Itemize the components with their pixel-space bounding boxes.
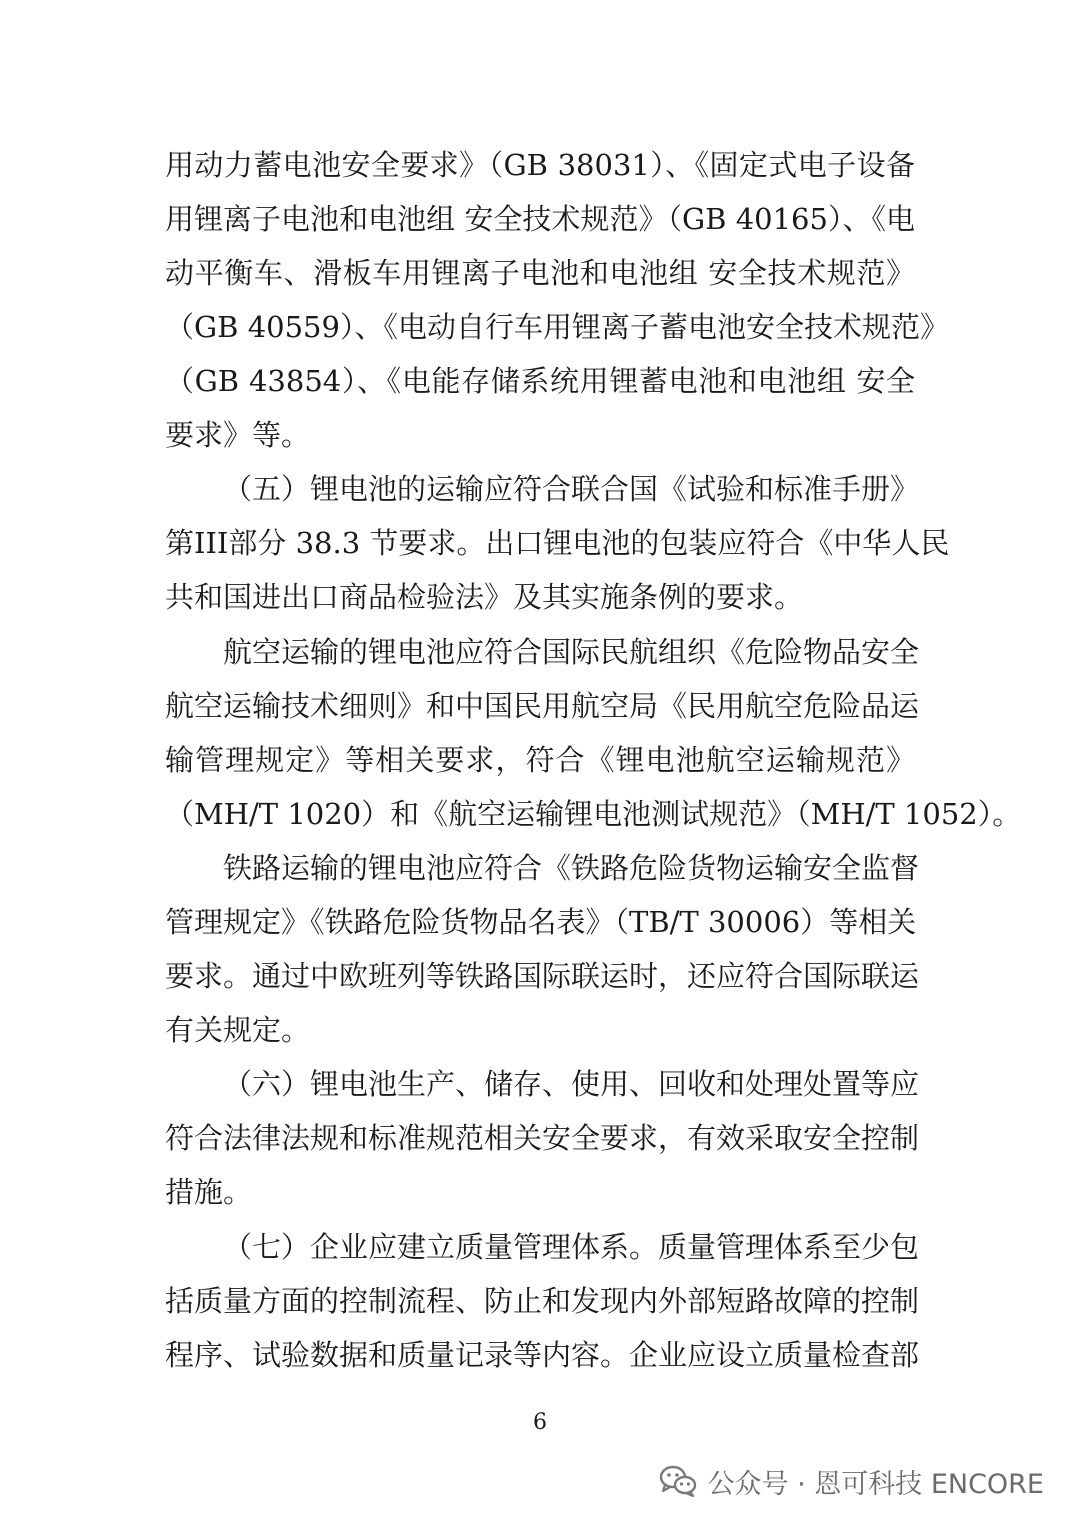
text-line: 共和国进出口商品检验法》及其实施条例的要求。 xyxy=(165,580,804,614)
text-line: （七）企业应建立质量管理体系。质量管理体系至少包 xyxy=(223,1230,920,1264)
text-line: （五）锂电池的运输应符合联合国《试验和标准手册》 xyxy=(223,472,920,506)
text-line: （六）锂电池生产、储存、使用、回收和处理处置等应 xyxy=(223,1067,920,1101)
watermark-text: 公众号 · 恩可科技 ENCORE xyxy=(707,1468,1044,1500)
text-line: 程序、试验数据和质量记录等内容。企业应设立质量检查部 xyxy=(165,1338,920,1372)
text-line: 用锂离子电池和电池组 安全技术规范》（GB 40165）、《电 xyxy=(165,202,915,236)
text-line: （GB 40559）、《电动自行车用锂离子蓄电池安全技术规范》 xyxy=(165,310,949,344)
text-line: 动平衡车、滑板车用锂离子电池和电池组 安全技术规范》 xyxy=(165,256,915,290)
text-line: 航空运输的锂电池应符合国际民航组织《危险物品安全 xyxy=(223,635,920,669)
text-line: 有关规定。 xyxy=(165,1013,311,1047)
text-line: （GB 43854）、《电能存储系统用锂蓄电池和电池组 安全 xyxy=(165,364,915,398)
wechat-icon xyxy=(659,1465,697,1497)
text-line: 用动力蓄电池安全要求》（GB 38031）、《固定式电子设备 xyxy=(165,148,915,182)
text-line: 铁路运输的锂电池应符合《铁路危险货物运输安全监督 xyxy=(223,851,920,885)
page-number: 6 xyxy=(533,1410,547,1435)
text-line: 要求》等。 xyxy=(165,418,311,452)
text-line: （MH/T 1020）和《航空运输锂电池测试规范》（MH/T 1052）。 xyxy=(165,797,1022,831)
text-line: 措施。 xyxy=(165,1175,253,1209)
text-line: 航空运输技术细则》和中国民用航空局《民用航空危险品运 xyxy=(165,689,920,723)
text-line: 括质量方面的控制流程、防止和发现内外部短路故障的控制 xyxy=(165,1284,920,1318)
text-line: 符合法律法规和标准规范相关安全要求，有效采取安全控制 xyxy=(165,1121,920,1155)
text-line: 要求。通过中欧班列等铁路国际联运时，还应符合国际联运 xyxy=(165,959,920,993)
text-line: 管理规定》《铁路危险货物品名表》（TB/T 30006）等相关 xyxy=(165,905,917,939)
watermark xyxy=(659,1461,1044,1501)
text-line: 输管理规定》等相关要求，符合《锂电池航空运输规范》 xyxy=(165,743,915,777)
text-line: 第III部分 38.3 节要求。出口锂电池的包装应符合《中华人民 xyxy=(165,526,950,560)
